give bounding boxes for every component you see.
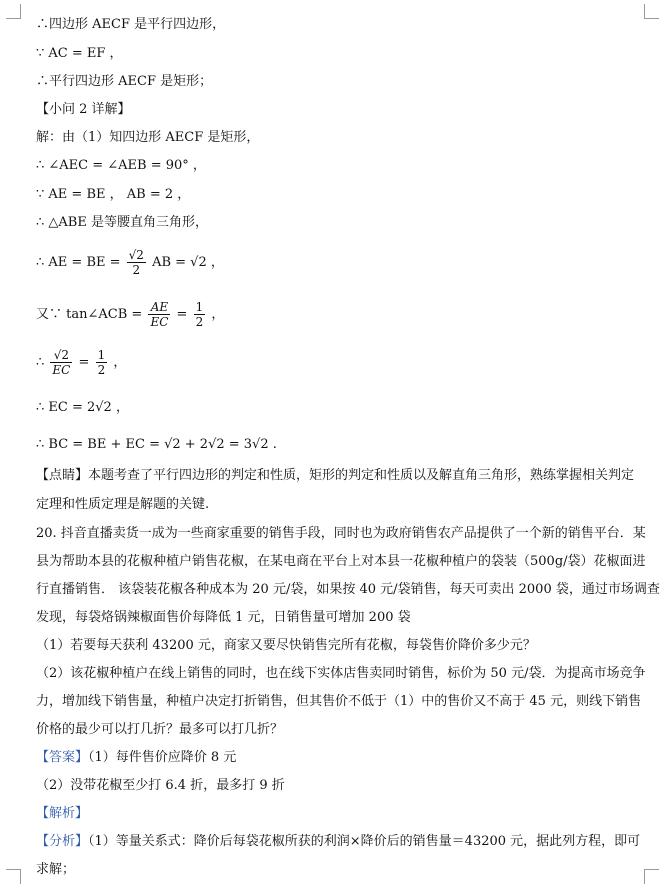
answer-tag: 【答案】 <box>36 750 89 765</box>
answer-text: （1）每件售价应降价 8 元 <box>88 750 237 765</box>
proof-line: ∴ △ABE 是等腰直角三角形， <box>36 215 208 230</box>
key-point-line: 定理和性质定理是解题的关键. <box>36 497 210 512</box>
section-heading: 【小问 2 详解】 <box>36 102 131 117</box>
formula-text: ， <box>211 307 225 322</box>
formula-text: ∴ AE = BE = <box>36 255 121 270</box>
question-2: 价格的最少可以打几折？最多可以打几折？ <box>36 722 284 737</box>
fraction <box>148 300 170 329</box>
formula-line <box>36 348 126 377</box>
fraction-numerator: 1 <box>97 348 106 362</box>
page-corner-mark <box>6 869 21 884</box>
answer-line: （2）没带花椒至少打 6.4 折，最多打 9 折 <box>36 778 285 793</box>
problem-statement: 行直播销售． 该袋装花椒各种成本为 20 元/袋，如果按 40 元/袋销售，每天可卖出 2000 袋，通过市场调查 <box>36 582 660 597</box>
fraction-denominator: 2 <box>97 363 106 377</box>
analysis-line <box>36 833 640 851</box>
analysis-text: （1）等量关系式：降价后每袋花椒所获的利润×降价后的销售量＝43200 元，据此列方程，即可 <box>88 834 641 849</box>
page-corner-mark <box>644 869 659 884</box>
problem-statement: 发现，每袋烙锅辣椒面售价每降低 1 元，日销售量可增加 200 袋 <box>36 610 411 625</box>
analysis-heading <box>36 805 88 823</box>
key-point-line: 【点睛】本题考查了平行四边形的判定和性质，矩形的判定和性质以及解直角三角形，熟练掌握相关判定 <box>36 468 635 483</box>
formula-text: AB = √2 ， <box>152 255 224 270</box>
formula-text: ∴ <box>36 355 45 370</box>
proof-line: ∵ AE = BE ， AB = 2 ， <box>36 187 191 202</box>
proof-line: ∴ ∠AEC = ∠AEB = 90° ， <box>36 158 206 173</box>
proof-line: ∴平行四边形 AECF 是矩形； <box>36 74 213 89</box>
proof-line: 解：由（1）知四边形 AECF 是矩形， <box>36 130 260 145</box>
answer-line <box>36 749 236 767</box>
formula-line: ∴ BC = BE + EC = √2 + 2√2 = 3√2 . <box>36 437 277 452</box>
analysis-line: 求解； <box>36 862 76 877</box>
formula-line <box>36 300 224 329</box>
fraction <box>127 248 146 277</box>
question-1: （1）若要每天获利 43200 元，商家又要尽快销售完所有花椒，每袋售价降价多少元？ <box>36 638 536 653</box>
analysis-tag: 【解析】 <box>36 806 89 821</box>
fraction <box>96 348 108 377</box>
page-corner-mark <box>6 4 21 19</box>
question-2: （2）该花椒种植户在线上销售的同时，也在线下实体店售卖同时销售，标价为 50 元/袋．为提高市场竞争 <box>36 666 646 681</box>
fraction <box>50 348 72 377</box>
fraction-denominator: 2 <box>195 315 204 329</box>
fraction-denominator: EC <box>150 315 169 329</box>
proof-line: ∵ AC = EF ， <box>36 46 123 61</box>
fraction-numerator: AE <box>148 300 170 315</box>
fraction-numerator: √2 <box>50 348 72 363</box>
fraction-numerator: √2 <box>128 248 144 262</box>
formula-line <box>36 248 224 277</box>
problem-statement: 县为帮助本县的花椒种植户销售花椒，在某电商在平台上对本县一花椒种植户的袋装（500g/袋）花椒面进 <box>36 554 646 569</box>
fraction-denominator: EC <box>52 363 71 377</box>
proof-line: ∴四边形 AECF 是平行四边形， <box>36 17 226 32</box>
formula-text: ， <box>113 355 127 370</box>
page-corner-mark <box>644 4 659 19</box>
equals-sign: = <box>176 307 188 322</box>
question-2: 力，增加线下销售量，种植户决定打折销售，但其售价不低于（1）中的售价又不高于 45 元，则线下销售 <box>36 694 642 709</box>
problem-statement: 20. 抖音直播卖货一成为一些商家重要的销售手段，同时也为政府销售农产品提供了一个新的销售平台．某 <box>36 526 646 541</box>
fraction <box>194 300 206 329</box>
fraction-denominator: 2 <box>132 263 141 277</box>
analysis-sub-tag: 【分析】 <box>36 834 89 849</box>
formula-line: ∴ EC = 2√2 ， <box>36 400 129 415</box>
equals-sign: = <box>78 355 90 370</box>
formula-text: 又∵ tan∠ACB = <box>36 307 143 322</box>
fraction-numerator: 1 <box>195 300 204 314</box>
